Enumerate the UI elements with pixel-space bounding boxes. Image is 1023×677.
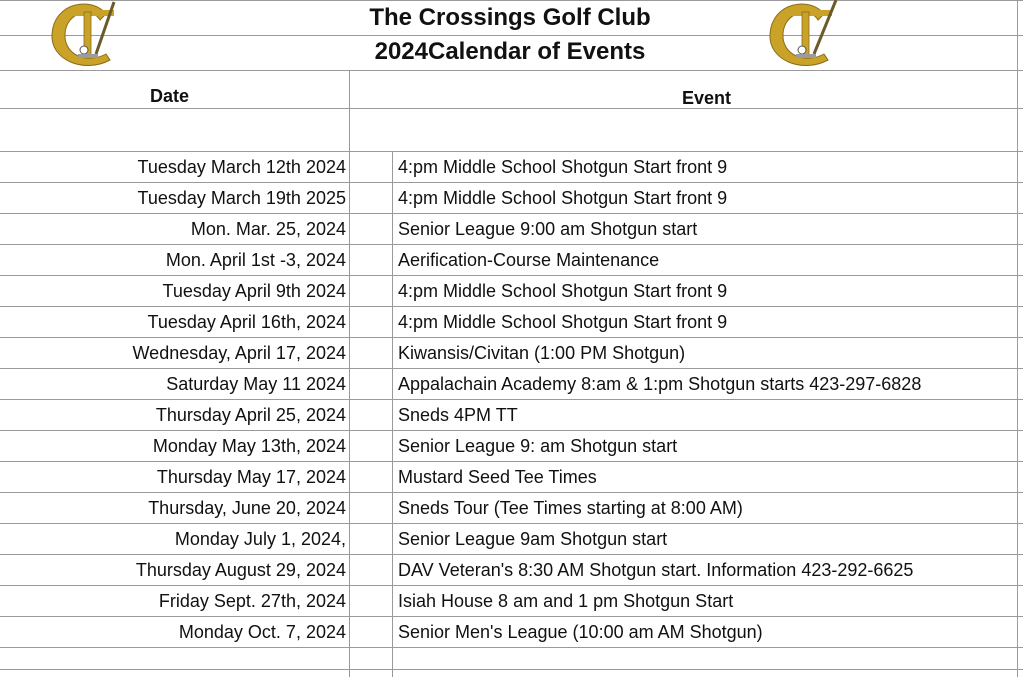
table-row: [0, 183, 1023, 214]
event-date: Thursday May 17, 2024: [156, 467, 346, 487]
event-description: Aerification-Course Maintenance: [398, 250, 660, 270]
event-date: Wednesday, April 17, 2024: [132, 343, 346, 363]
event-date: Monday Oct. 7, 2024: [178, 622, 346, 642]
club-logo-right: [762, 0, 842, 75]
table-row: [0, 555, 1023, 586]
grid-line: [0, 0, 1023, 1]
table-row: [0, 307, 1023, 338]
table-row: [0, 617, 1023, 648]
grid-line: [0, 70, 1023, 71]
event-date: Mon. April 1st -3, 2024: [165, 250, 346, 270]
event-description: 4:pm Middle School Shotgun Start front 9: [398, 281, 728, 301]
event-description: DAV Veteran's 8:30 AM Shotgun start. Information 423-292-6625: [398, 560, 914, 580]
event-date: Monday May 13th, 2024: [152, 436, 346, 456]
event-date: Friday Sept. 27th, 2024: [158, 591, 346, 611]
event-date: Monday July 1, 2024,: [174, 529, 346, 549]
table-row: [0, 586, 1023, 617]
club-logo-left: [44, 0, 124, 75]
table-row: [0, 214, 1023, 245]
grid-line: [0, 35, 1023, 36]
event-description: Senior Men's League (10:00 am AM Shotgun): [398, 622, 763, 642]
event-date: Thursday, June 20, 2024: [148, 498, 346, 518]
table-row: [0, 400, 1023, 431]
event-date: Tuesday March 19th 2025: [137, 188, 346, 208]
event-description: Appalachain Academy 8:am & 1:pm Shotgun starts 423-297-6828: [398, 374, 922, 394]
event-description: Senior League 9am Shotgun start: [398, 529, 668, 549]
table-row: [0, 493, 1023, 524]
title-club-name: The Crossings Golf Club: [369, 4, 651, 31]
event-date: Mon. Mar. 25, 2024: [190, 219, 346, 239]
event-description: Mustard Seed Tee Times: [398, 467, 597, 487]
event-description: Senior League 9:00 am Shotgun start: [398, 219, 698, 239]
event-date: Tuesday April 9th 2024: [162, 281, 346, 301]
event-description: Isiah House 8 am and 1 pm Shotgun Start: [398, 591, 734, 611]
table-row: [0, 276, 1023, 307]
event-date: Tuesday March 12th 2024: [137, 157, 346, 177]
grid-line: [0, 669, 1023, 670]
event-description: Senior League 9: am Shotgun start: [398, 436, 678, 456]
event-date: Thursday August 29, 2024: [135, 560, 346, 580]
title-calendar: 2024Calendar of Events: [374, 38, 646, 65]
table-row: [0, 431, 1023, 462]
event-date: Saturday May 11 2024: [166, 374, 346, 394]
event-date: Thursday April 25, 2024: [155, 405, 346, 425]
event-description: 4:pm Middle School Shotgun Start front 9: [398, 188, 728, 208]
event-description: Sneds Tour (Tee Times starting at 8:00 AM): [398, 498, 743, 518]
event-description: 4:pm Middle School Shotgun Start front 9: [398, 312, 728, 332]
table-row: [0, 524, 1023, 555]
table-row: [0, 369, 1023, 400]
table-row: [0, 152, 1023, 183]
table-row: [0, 245, 1023, 276]
grid-line: [0, 108, 1023, 109]
event-date: Tuesday April 16th, 2024: [147, 312, 346, 332]
table-row: [0, 338, 1023, 369]
column-header-event: Event: [682, 88, 732, 108]
column-header-date: Date: [150, 86, 190, 106]
event-description: Sneds 4PM TT: [398, 405, 518, 425]
table-row: [0, 462, 1023, 493]
event-description: Kiwansis/Civitan (1:00 PM Shotgun): [398, 343, 686, 363]
event-description: 4:pm Middle School Shotgun Start front 9: [398, 157, 728, 177]
